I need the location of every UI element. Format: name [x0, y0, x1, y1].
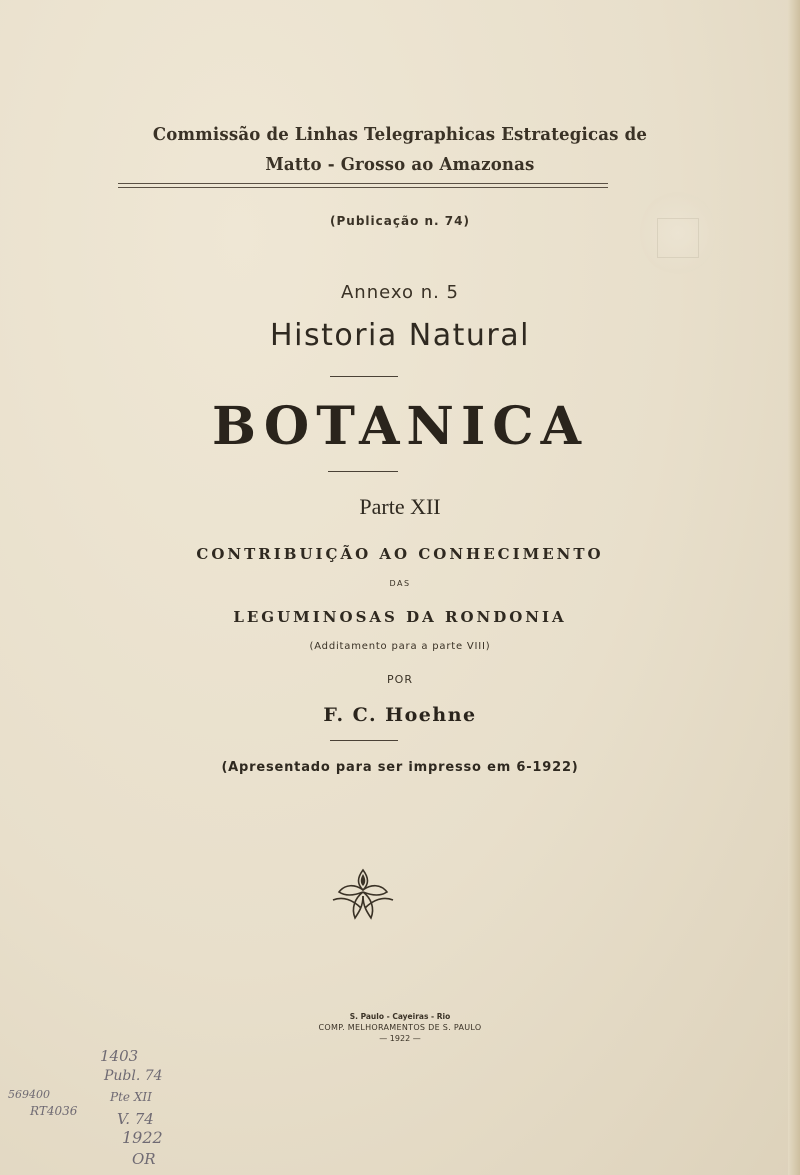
handwritten-note-1: 1403 — [100, 1047, 139, 1065]
imprint-company: COMP. MELHORAMENTOS DE S. PAULO — [318, 1023, 482, 1032]
main-title: BOTANICA — [212, 396, 588, 457]
divider-rule-3 — [330, 740, 398, 741]
divider-rule-1 — [330, 376, 398, 377]
subtitle-note: (Additamento para a parte VIII) — [309, 641, 491, 652]
commission-header — [32, 120, 768, 180]
part-number: Parte XII — [359, 494, 441, 519]
handwritten-note-4: V. 74 — [117, 1110, 154, 1128]
subtitle-line-3: LEGUMINOSAS DA RONDONIA — [233, 608, 567, 626]
by-label: POR — [387, 673, 413, 686]
divider-rule-2 — [328, 471, 398, 472]
imprint-year: — 1922 — — [379, 1034, 421, 1043]
publication-number: (Publicação n. 74) — [330, 214, 470, 228]
series-title: Historia Natural — [270, 318, 530, 353]
presentation-note: (Apresentado para ser impresso em 6-1922) — [221, 760, 579, 775]
imprint-cities: S. Paulo - Cayeiras - Rio — [349, 1012, 451, 1021]
header-double-rule — [118, 183, 608, 188]
annex-number: Annexo n. 5 — [340, 282, 460, 303]
handwritten-note-2: Publ. 74 — [104, 1068, 163, 1084]
handwritten-note-8: RT4036 — [30, 1104, 78, 1118]
subtitle-line-2: DAS — [389, 579, 411, 588]
subtitle-line-1: CONTRIBUIÇÃO AO CONHECIMENTO — [196, 545, 604, 563]
imprint — [0, 1011, 800, 1044]
handwritten-note-5: 1922 — [122, 1128, 163, 1147]
handwritten-note-3: Pte XII — [110, 1090, 152, 1104]
handwritten-note-7: 569400 — [8, 1088, 50, 1101]
author-name: F. C. Hoehne — [323, 704, 477, 726]
fleuron-ornament-icon — [331, 866, 395, 926]
commission-line-1: Commissão de Linhas Telegraphicas Estrategicas de — [152, 124, 648, 145]
commission-line-2: Matto - Grosso ao Amazonas — [265, 154, 535, 175]
handwritten-note-6: OR — [132, 1150, 156, 1168]
